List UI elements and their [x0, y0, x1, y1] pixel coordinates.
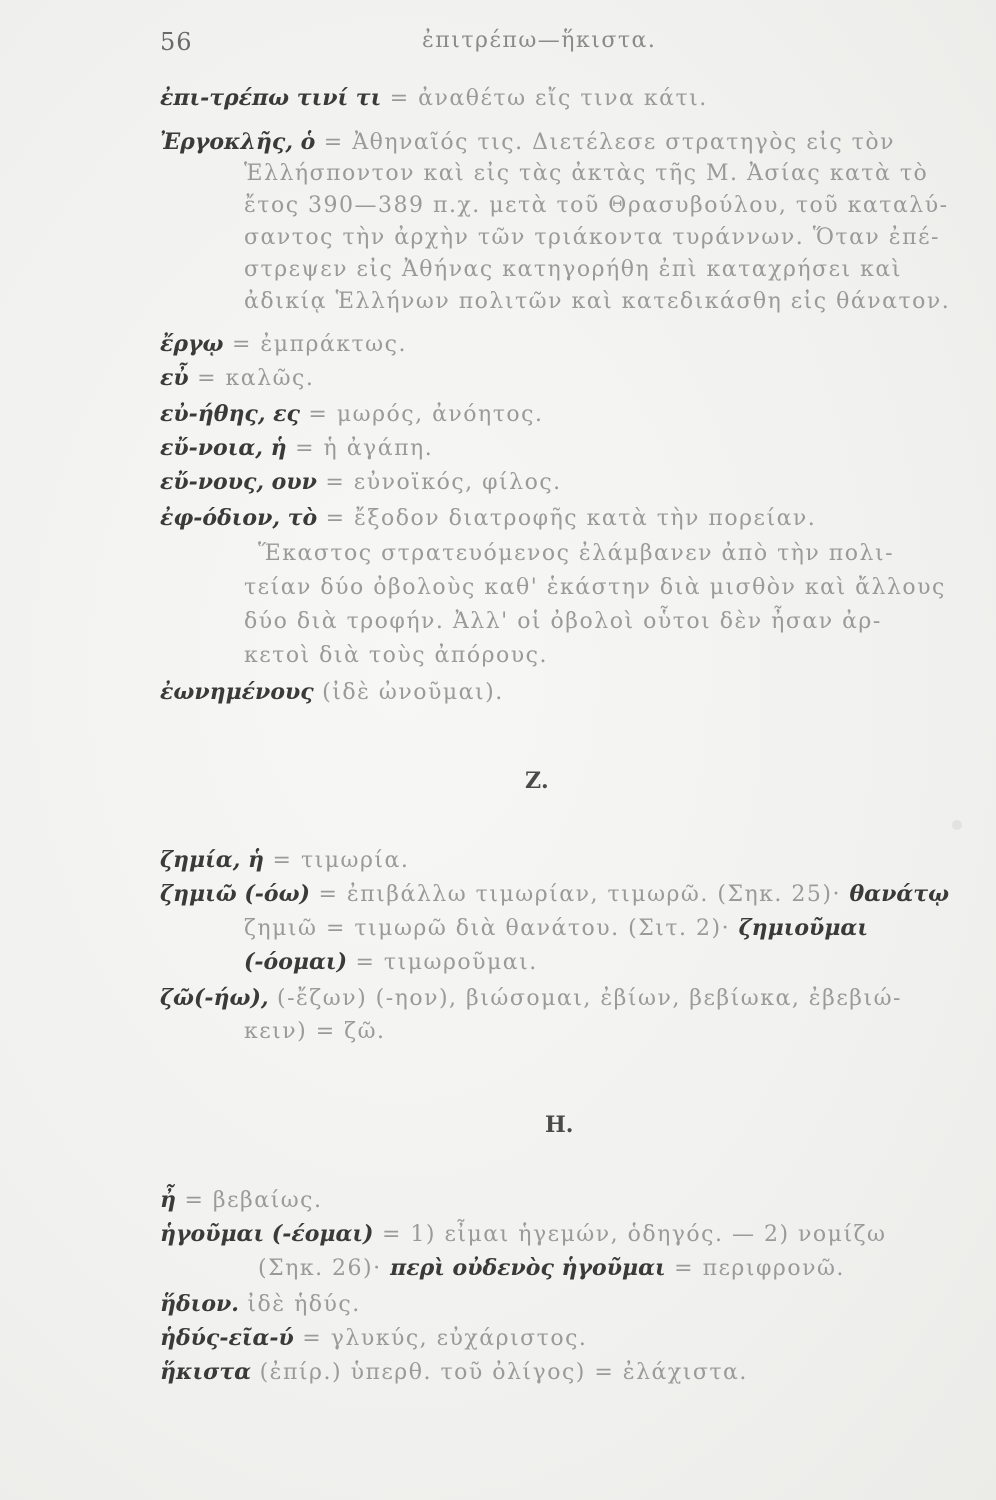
entry-continuation: σαντος τὴν ἀρχὴν τῶν τριάκοντα τυράννων. Ὅταν ἐπέ- — [244, 225, 940, 250]
dictionary-entry: Ἐργοκλῆς, ὁ = Ἀθηναῖός τις. Διετέλεσε στρατηγὸς εἰς τὸν — [160, 129, 895, 155]
entry-continuation: (Σηκ. 26)· περὶ οὐδενὸς ἡγοῦμαι = περιφρονῶ. — [258, 1255, 845, 1281]
dictionary-entry: ἔργῳ = ἐμπράκτως. — [160, 331, 407, 357]
dictionary-entry: εὔ-νους, ουν = εὐνοϊκός, φίλος. — [160, 469, 562, 495]
dictionary-entry: ἡγοῦμαι (-έομαι) = 1) εἶμαι ἡγεμών, ὁδηγός. — 2) νομίζω — [160, 1221, 887, 1247]
entry-continuation: κειν) = ζῶ. — [244, 1019, 386, 1044]
dictionary-entry: εὖ = καλῶς. — [160, 365, 315, 391]
section-heading-h: Η. — [545, 1112, 574, 1138]
running-header: ἐπιτρέπω—ἥκιστα. — [422, 28, 657, 53]
dictionary-entry: εὔ-νοια, ἡ = ἡ ἀγάπη. — [160, 435, 434, 461]
dictionary-entry: ζημία, ἡ = τιμωρία. — [160, 847, 410, 873]
page-number: 56 — [160, 28, 193, 56]
entry-continuation: (-όομαι) = τιμωροῦμαι. — [244, 949, 538, 975]
dictionary-entry: ζημιῶ (-όω) = ἐπιβάλλω τιμωρίαν, τιμωρῶ. (Σηκ. 25)· θανάτῳ — [160, 881, 950, 907]
dictionary-entry: ζῶ(-ήω), (-ἔζων) (-ηον), βιώσομαι, ἐβίων, βεβίωκα, ἐβεβιώ- — [160, 985, 902, 1011]
entry-continuation: ἀδικίᾳ Ἑλλήνων πολιτῶν καὶ κατεδικάσθη εἰς θάνατον. — [244, 289, 951, 314]
dictionary-entry: ἦ = βεβαίως. — [160, 1187, 323, 1213]
dictionary-entry: ἥδιον. ἰδὲ ἡδύς. — [160, 1291, 361, 1317]
paper-smudge — [952, 820, 962, 830]
entry-continuation: στρεψεν εἰς Ἀθήνας κατηγορήθη ἐπὶ καταχρήσει καὶ — [244, 257, 902, 282]
entry-continuation: τείαν δύο ὀβολοὺς καθ' ἑκάστην διὰ μισθὸν καὶ ἄλλους — [244, 575, 946, 600]
dictionary-entry: ἡδύς-εῖα-ύ = γλυκύς, εὐχάριστος. — [160, 1325, 588, 1351]
entry-continuation: ζημιῶ = τιμωρῶ διὰ θανάτου. (Σιτ. 2)· ζημιοῦμαι — [244, 915, 868, 941]
dictionary-entry: εὐ-ήθης, ες = μωρός, ἀνόητος. — [160, 401, 544, 427]
entry-continuation: Ἑλλήσποντον καὶ εἰς τὰς ἀκτὰς τῆς Μ. Ἀσίας κατὰ τὸ — [244, 161, 929, 186]
entry-continuation: δύο διὰ τροφήν. Ἀλλ' οἱ ὀβολοὶ οὗτοι δὲν ἦσαν ἀρ- — [244, 609, 882, 634]
entry-continuation: κετοὶ διὰ τοὺς ἀπόρους. — [244, 643, 548, 668]
dictionary-entry: ἐωνημένους (ἰδὲ ὠνοῦμαι). — [160, 679, 504, 705]
entry-continuation: ἔτος 390—389 π.χ. μετὰ τοῦ Θρασυβούλου, τοῦ καταλύ- — [244, 193, 949, 218]
dictionary-entry: ἐφ-όδιον, τὸ = ἔξοδον διατροφῆς κατὰ τὴν πορείαν. — [160, 505, 817, 531]
section-heading-z: Ζ. — [525, 768, 549, 794]
dictionary-entry: ἥκιστα (ἐπίρ.) ὑπερθ. τοῦ ὀλίγος) = ἐλάχιστα. — [160, 1359, 748, 1385]
entry-continuation: Ἕκαστος στρατευόμενος ἐλάμβανεν ἀπὸ τὴν πολι- — [258, 541, 895, 566]
dictionary-entry: ἐπι-τρέπω τινί τι = ἀναθέτω εἴς τινα κάτι. — [160, 85, 708, 111]
